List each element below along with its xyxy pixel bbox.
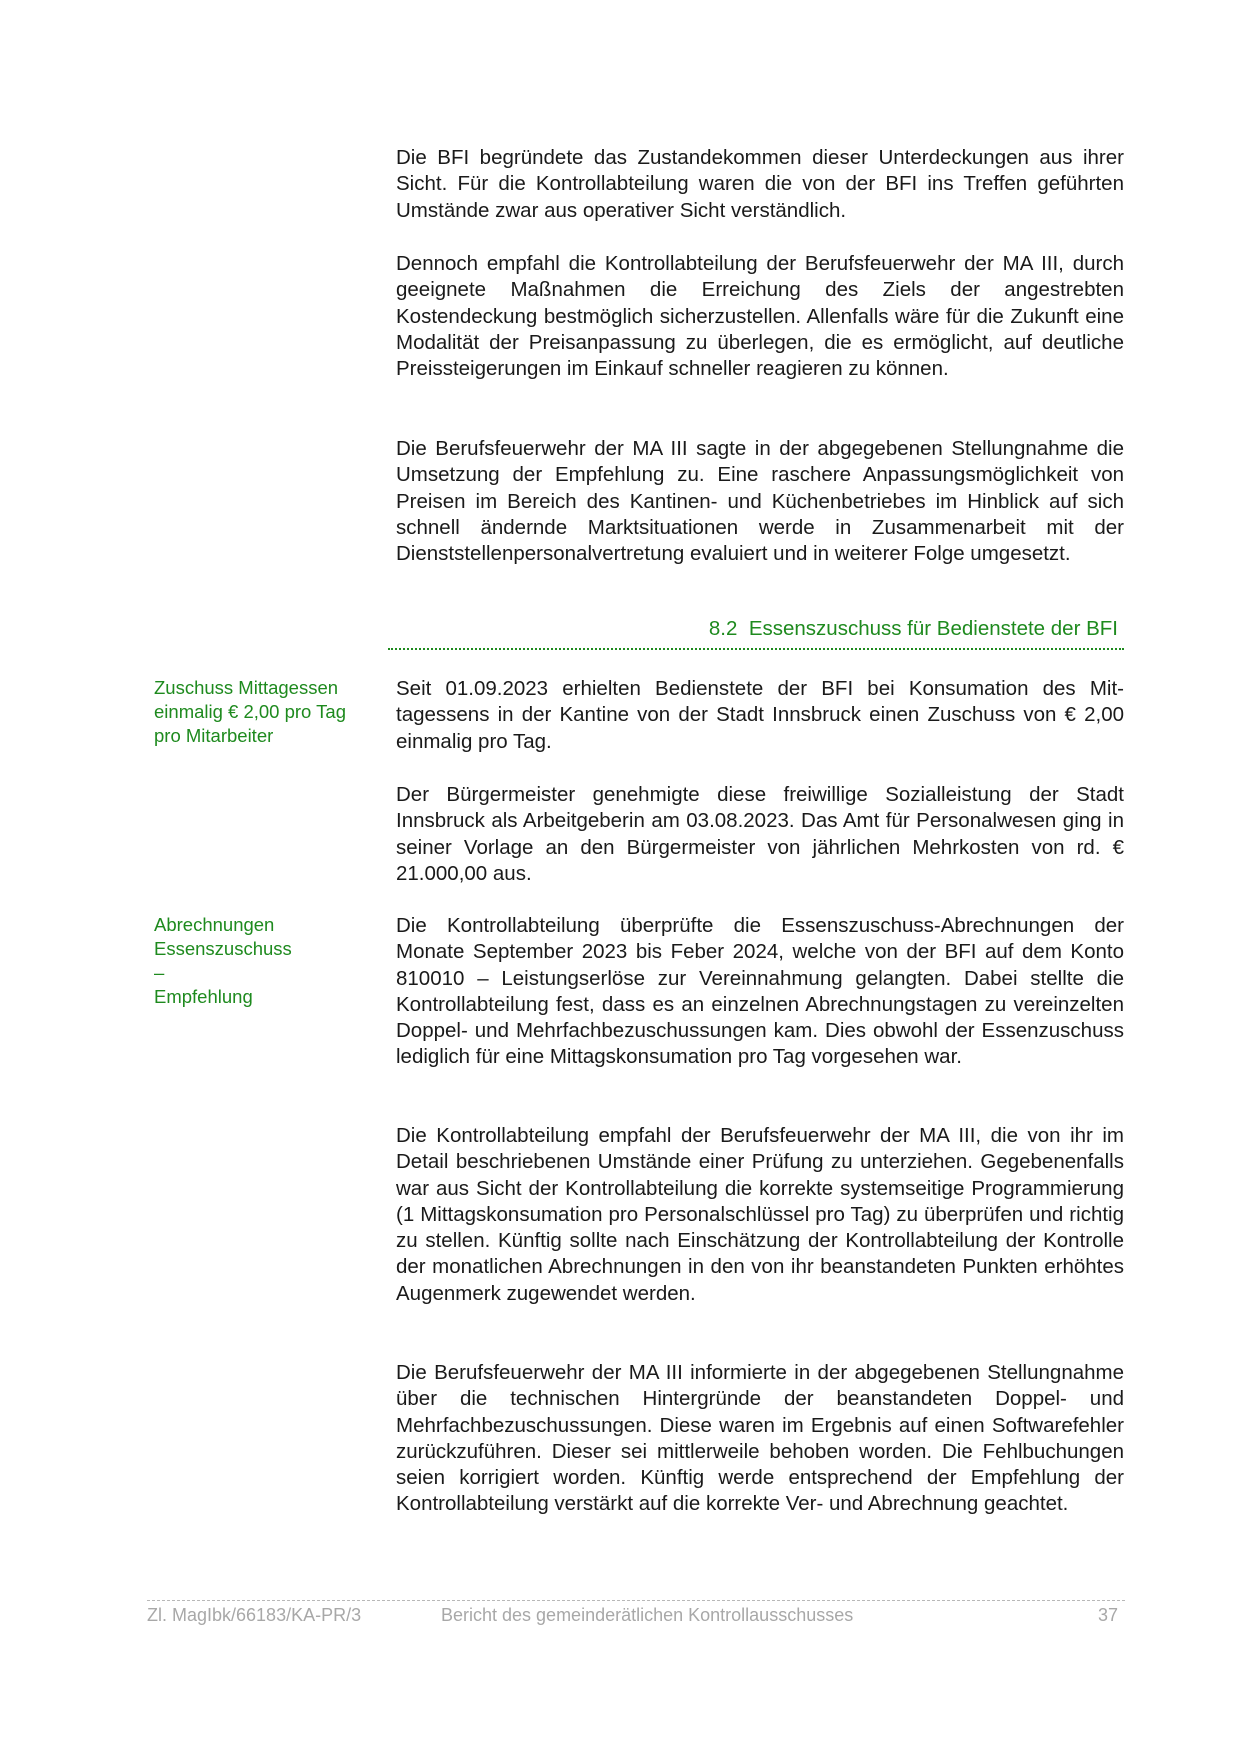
margin-note-lunch-subsidy (154, 676, 384, 748)
section-number: 8.2 (708, 617, 738, 640)
footer-report-title: Bericht des gemeinderätlichen Kontrollausschusses (441, 1605, 854, 1625)
margin-note-billing-recommendation (154, 913, 384, 1009)
page-number: 37 (1097, 1605, 1118, 1625)
paragraph-subsidy-since: Seit 01.09.2023 erhielten Bedienstete der BFI bei Konsumation des Mittagessens in der Kantine von der Stadt Innsbruck einen Zuschuss von € 2,00 einmalig pro Tag. (396, 677, 1124, 753)
margin-note-line: einmalig € 2,00 pro Tag (154, 701, 346, 722)
paragraph-recommendation-cost-coverage: Dennoch empfahl die Kontrollabteilung der Berufsfeuerwehr der MA III, durch geeignete Maßnahmen die Erreichung des Ziels der angestrebten Kostendeckung bestmöglich sicherzustellen. Allenfalls wäre für die Zukunft eine Modalität der Preisanpassung zu überlegen, die es ermöglicht, auf deutliche Preissteigerungen im Einkauf schneller reagieren zu können. (396, 252, 1124, 381)
paragraph-billing-review: Die Kontrollabteilung überprüfte die Essenszuschuss-Abrechnungen der Monate September 2023 bis Feber 2024, welche von der BFI auf dem Konto 810010 – Leistungserlöse zur Vereinnahmung gelangten. Dabei stellte die Kontrollabteilung fest, dass es an einzelnen Abrechnungstagen zu vereinzelten Doppel- und Mehrfachbezuschussungen kam. Dies obwohl der Essenzuschuss lediglich für eine Mittagskonsumation pro Tag vorgesehen war. (396, 914, 1124, 1069)
section-divider (388, 648, 1124, 650)
paragraph-mayor-approval: Der Bürgermeister genehmigte diese freiwillige Sozialleistung der Stadt Innsbruck als Arbeitgeberin am 03.08.2023. Das Amt für Personalwesen ging in seiner Vorlage an den Bürgermeister von jährlichen Mehrkosten von rd. € 21.000,00 aus. (396, 783, 1124, 885)
margin-note-line: – (154, 962, 165, 983)
footer-divider (147, 1600, 1125, 1601)
margin-note-line: Empfehlung (154, 986, 253, 1007)
paragraph-fire-department-response: Die Berufsfeuerwehr der MA III sagte in der abgegebenen Stellungnahme die Umsetzung der Empfehlung zu. Eine raschere Anpassungsmöglichkeit von Preisen im Bereich des Kantinen- und Küchenbetriebes im Hinblick auf sich schnell ändernde Marktsituationen werde in Zusammenarbeit mit der Dienststellenpersonalvertretung evaluiert und in weiterer Folge umgesetzt. (396, 437, 1124, 566)
paragraph-software-error-response: Die Berufsfeuerwehr der MA III informierte in der abgegebenen Stellungnahme über die technischen Hintergründe der beanstandeten Doppel- und Mehrfachbezuschussungen. Diese waren im Ergebnis auf einen Softwarefehler zurückzuführen. Dieser sei mittlerweile behoben worden. Die Fehlbuchungen seien korrigiert worden. Künftig werde entsprechend der Empfehlung der Kontrollabteilung verstärkt auf die korrekte Ver- und Abrechnung geachtet. (396, 1361, 1124, 1516)
margin-note-line: pro Mitarbeiter (154, 725, 274, 746)
footer-reference: Zl. MagIbk/66183/KA-PR/3 (147, 1605, 362, 1625)
margin-note-line: Essenszuschuss (154, 938, 292, 959)
section-heading (388, 616, 1120, 642)
paragraph-bfi-justification: Die BFI begründete das Zustandekommen dieser Unterdeckungen aus ihrer Sicht. Für die Kontrollabteilung waren die von der BFI ins Treffen geführten Umstände zwar aus operativer Sicht verständlich. (396, 146, 1124, 222)
margin-note-line: Zuschuss Mittagessen (154, 677, 339, 698)
section-title: Essenszuschuss für Bedienstete der BFI (748, 617, 1118, 640)
paragraph-review-recommendation: Die Kontrollabteilung empfahl der Berufsfeuerwehr der MA III, die von ihr im Detail beschriebenen Umstände einer Prüfung zu unterziehen. Gegebenenfalls war aus Sicht der Kontrollabteilung die korrekte systemseitige Programmierung (1 Mittagskonsumation pro Personalschlüssel pro Tag) zu überprüfen und richtig zu stellen. Künftig sollte nach Einschätzung der Kontrollabteilung der Kontrolle der monatlichen Abrechnungen in den von ihr beanstandeten Punkten erhöhtes Augenmerk zugewendet werden. (396, 1124, 1124, 1305)
margin-note-line: Abrechnungen (154, 914, 275, 935)
